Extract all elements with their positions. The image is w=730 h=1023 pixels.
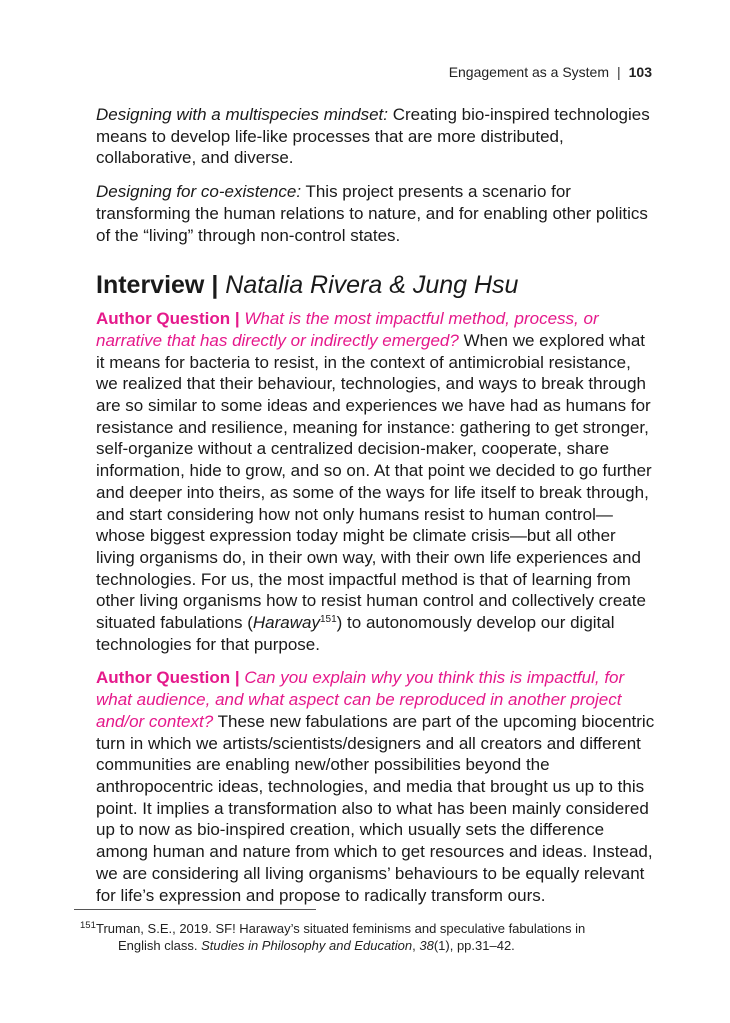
author-question-label-2: Author Question | — [96, 668, 240, 688]
footnote-volume: 38 — [419, 938, 434, 953]
footnote-journal: Studies in Philosophy and Education — [201, 938, 413, 953]
section-title: Engagement as a System — [448, 64, 609, 80]
intro-lead-1: Designing with a multispecies mindset: — [96, 105, 388, 124]
running-head — [449, 64, 652, 80]
author-question-label-1: Author Question | — [96, 309, 240, 329]
answer-1-part-2: ) to autonomously develop our digital technologies for that purpose. — [96, 613, 615, 654]
footnote-151 — [80, 920, 656, 954]
footnote-text-4: (1), pp.31–42. — [433, 938, 515, 953]
qa-paragraph-1 — [96, 308, 656, 655]
footnote-ref-151[interactable]: 151 — [319, 614, 337, 626]
qa-paragraph-2 — [96, 667, 656, 906]
intro-lead-2: Designing for co-existence: — [96, 182, 302, 202]
answer-2: These new fabulations are part of the upcoming biocentric turn in which we artists/scientists/designers and all creators and different communities are enabling new/other possibilities beyond the anthropocentric ideas, technologies, and media that brought us up to this point. It implies a transformation also to what has been mainly considered up to now as bio-inspired creation, which usually sets the difference among human and nature from which to get resources and ideas. Instead, we are considering all living organisms’ behaviours to be equally relevant for life’s expression and propose to radically transform ours. — [96, 711, 655, 905]
intro-paragraph-2 — [96, 181, 656, 246]
interview-heading — [96, 270, 656, 300]
citation-haraway: Haraway — [252, 613, 320, 633]
answer-1-part-1: When we explored what it means for bacteria to resist, in the context of antimicrobial resistance, we realized that their behaviour, technologies, and ways to break through are so similar to some ideas and experiences we have had as humans for resistance and resilience, meaning for instance: gathering to get stronger, self-organize without a centralized decision-maker, cooperate, share information, hide to grow, and so on. At that point we decided to go further and deeper into theirs, as some of the ways for life itself to break through, and start considering how not only humans resist to human control—whose biggest expression today might be climate crisis—but all other living organisms do, in their own way, with their own life experiences and technologies. For us, the most impactful method is that of learning from other living organisms how to resist human control and collectively create situated fabulations ( — [96, 330, 652, 633]
intro-paragraph-1 — [96, 104, 656, 169]
main-content — [96, 104, 656, 918]
footnote-text-1: Truman, S.E., 2019. SF! Haraway’s situated feminisms and speculative fabulations in — [96, 921, 586, 936]
footnote-divider — [74, 909, 316, 910]
interview-label: Interview | — [96, 271, 219, 300]
footnote-text-2: English class. — [118, 938, 202, 953]
footnote-line-2 — [96, 937, 656, 954]
footnote-number: 151 — [80, 920, 96, 931]
author-question-1: What is the most impactful method, process, or narrative that has directly or indirectly emerged? — [96, 309, 599, 350]
intro-body-2: This project presents a scenario for transforming the human relations to nature, and for enabling other politics of the “living” through non-control states. — [96, 182, 648, 245]
interview-names: Natalia Rivera & Jung Hsu — [218, 271, 519, 300]
footnote-line-1 — [96, 920, 656, 937]
page-number: 103 — [628, 64, 652, 80]
footnote-text-3: , — [412, 938, 420, 953]
header-separator: | — [617, 64, 621, 80]
intro-body-1: Creating bio-inspired technologies means to develop life-like processes that are more distributed, collaborative, and diverse. — [96, 105, 650, 168]
author-question-2: Can you explain why you think this is impactful, for what audience, and what aspect can be reproduced in another project and/or context? — [96, 668, 625, 731]
